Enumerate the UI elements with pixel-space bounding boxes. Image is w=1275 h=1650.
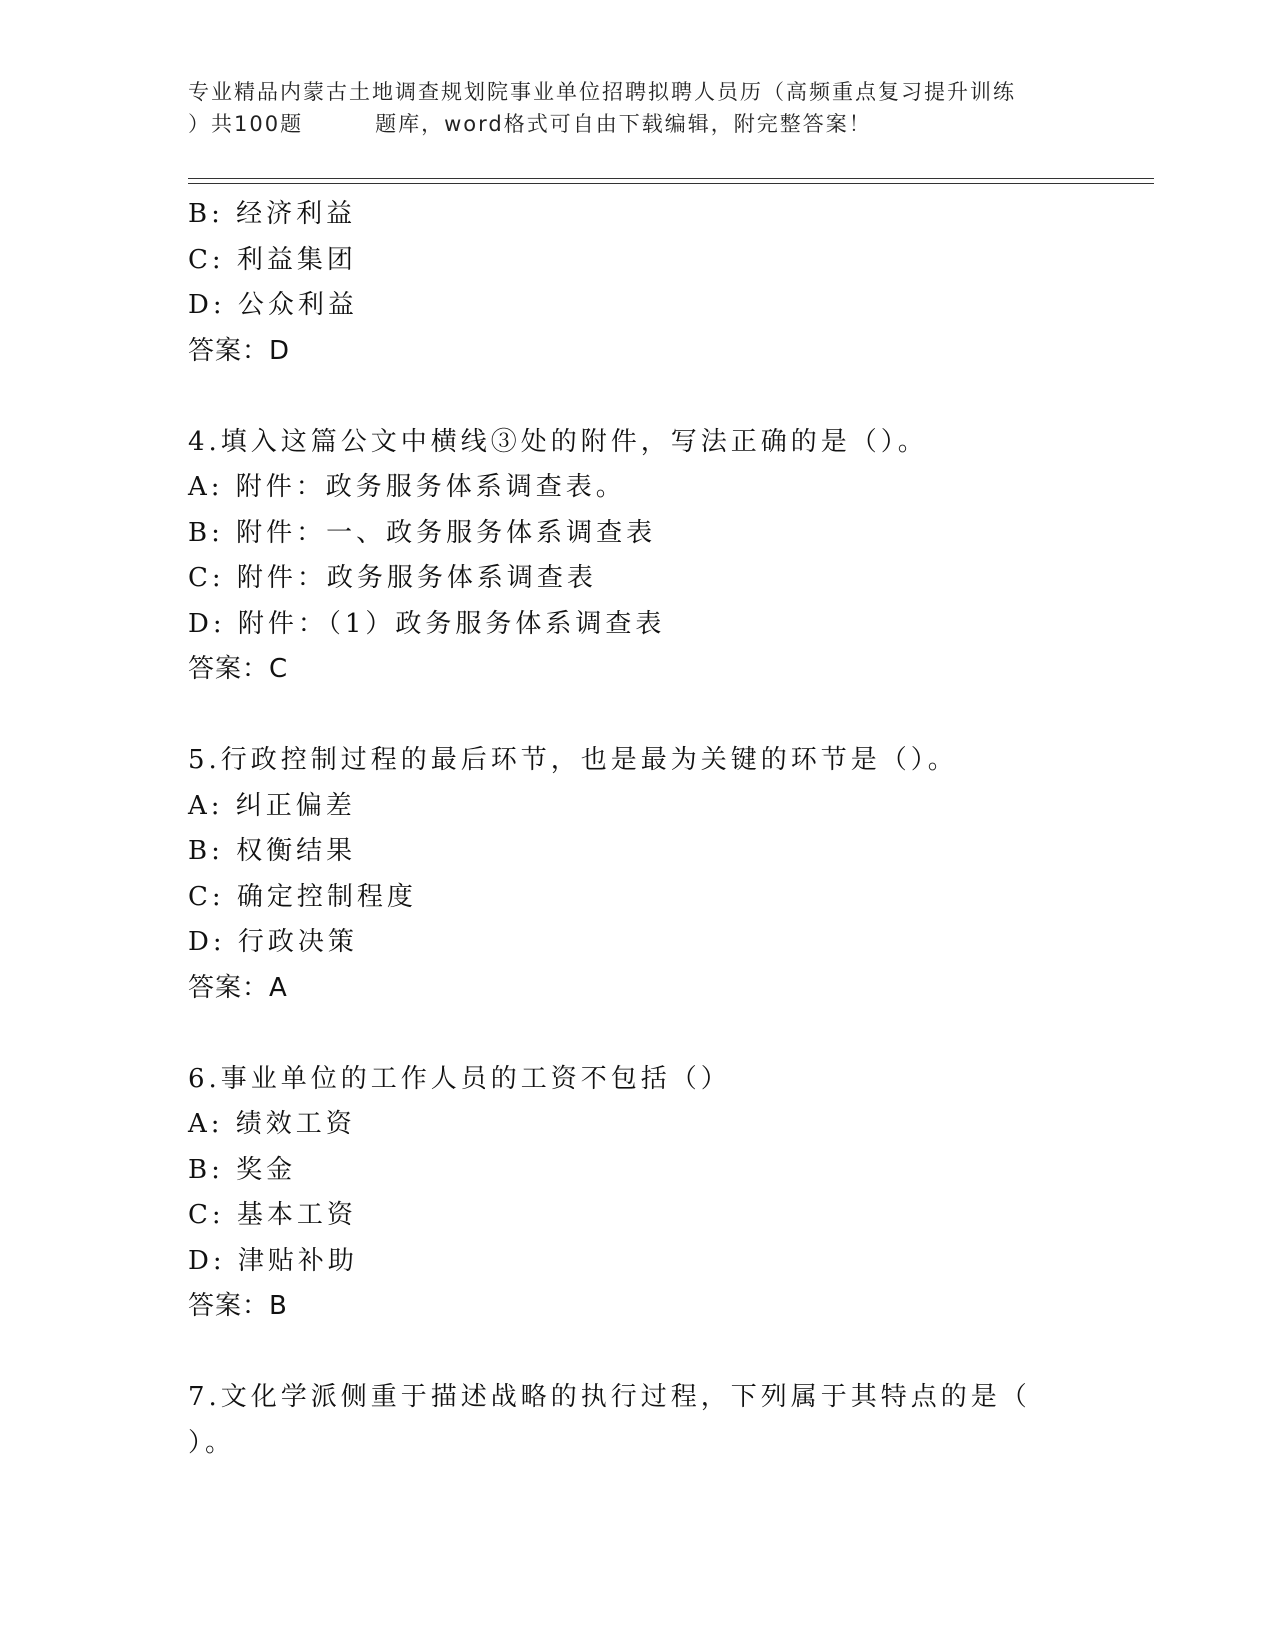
option-a: A: 附件：政务服务体系调查表。	[188, 472, 626, 502]
option-d: D: 行政决策	[188, 927, 358, 957]
option-c: C: 附件：政务服务体系调查表	[188, 563, 597, 593]
option-d: D: 津贴补助	[188, 1245, 358, 1276]
header-line-2-part-b: 题库，word格式可自由下载编辑，附完整答案！	[375, 112, 872, 136]
question-text-line-2: ）。	[188, 1427, 236, 1458]
option-b: B: 附件：一、政务服务体系调查表	[188, 517, 657, 548]
question-3-tail	[188, 192, 1148, 374]
answer: 答案：D	[188, 335, 291, 366]
question-text: 4.填入这篇公文中横线③处的附件，写法正确的是（）。	[188, 426, 928, 457]
question-text: 5.行政控制过程的最后环节，也是最为关键的环节是（）。	[188, 745, 958, 775]
question-4	[188, 420, 1148, 693]
question-text-line-1: 7.文化学派侧重于描述战略的执行过程，下列属于其特点的是（	[188, 1382, 1031, 1412]
option-d: D: 公众利益	[188, 290, 358, 320]
header-divider	[188, 178, 1154, 184]
option-c: C: 基本工资	[188, 1200, 357, 1230]
answer: 答案：A	[188, 972, 288, 1003]
header-line-1: 专业精品内蒙古土地调查规划院事业单位招聘拟聘人员历（高频重点复习提升训练	[188, 80, 1016, 104]
option-c: C: 确定控制程度	[188, 881, 417, 912]
option-b: B: 奖金	[188, 1154, 297, 1185]
question-6	[188, 1057, 1148, 1330]
document-header	[188, 76, 1088, 140]
answer: 答案：C	[188, 654, 289, 684]
header-line-2-part-a: ）共100题	[188, 112, 304, 136]
header-line-2	[188, 108, 1088, 140]
answer: 答案：B	[188, 1291, 288, 1321]
question-7	[188, 1375, 1148, 1466]
option-b: B: 经济利益	[188, 199, 357, 229]
option-b: B: 权衡结果	[188, 836, 357, 866]
option-a: A: 纠正偏差	[188, 790, 356, 821]
option-d: D: 附件：（1）政务服务体系调查表	[188, 608, 666, 639]
question-5	[188, 738, 1148, 1011]
option-c: C: 利益集团	[188, 244, 357, 275]
option-a: A: 绩效工资	[188, 1109, 356, 1139]
question-text: 6.事业单位的工作人员的工资不包括（）	[188, 1063, 731, 1094]
question-list	[188, 192, 1148, 1466]
